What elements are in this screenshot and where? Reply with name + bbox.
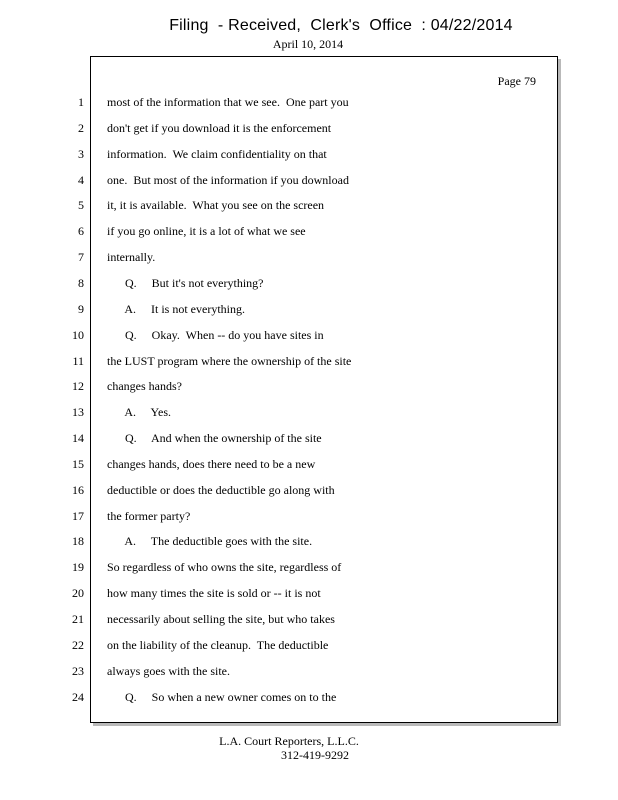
transcript-line-text: necessarily about selling the site, but who takes	[107, 612, 335, 626]
line-number: 12	[72, 379, 84, 393]
line-number: 8	[78, 276, 84, 290]
line-number: 7	[78, 250, 84, 264]
transcript-line-text: Q. But it's not everything?	[107, 276, 264, 290]
footer-company: L.A. Court Reporters, L.L.C.	[219, 734, 359, 748]
line-number: 1	[78, 95, 84, 109]
transcript-line-text: the LUST program where the ownership of the site	[107, 354, 352, 368]
transcript-line-text: the former party?	[107, 509, 191, 523]
line-number: 13	[72, 405, 84, 419]
filing-stamp: Filing - Received, Clerk's Office : 04/22/2014	[169, 17, 513, 34]
transcript-line-text: how many times the site is sold or -- it is not	[107, 586, 321, 600]
line-number: 10	[72, 328, 84, 342]
transcript-line-text: don't get if you download it is the enforcement	[107, 121, 332, 135]
line-number: 2	[78, 121, 84, 135]
footer-phone: 312-419-9292	[281, 748, 349, 762]
transcript-line-text: A. It is not everything.	[107, 302, 245, 316]
line-number: 15	[72, 457, 84, 471]
transcript-line-text: it, it is available. What you see on the screen	[107, 198, 325, 212]
line-number: 14	[72, 431, 84, 445]
line-number: 17	[72, 509, 84, 523]
line-number: 5	[78, 198, 84, 212]
transcript-line-text: changes hands?	[107, 379, 182, 393]
transcript-line-text: most of the information that we see. One part you	[107, 95, 349, 109]
line-number: 19	[72, 560, 84, 574]
line-number: 3	[78, 147, 84, 161]
transcript-line-text: internally.	[107, 250, 156, 264]
transcript-line-text: changes hands, does there need to be a new	[107, 457, 316, 471]
transcript-line-text: on the liability of the cleanup. The deductible	[107, 638, 329, 652]
transcript-line-text: Q. So when a new owner comes on to the	[107, 690, 337, 704]
line-number: 9	[78, 302, 84, 316]
transcript-line-text: A. Yes.	[107, 405, 172, 419]
transcript-line-text: if you go online, it is a lot of what we see	[107, 224, 306, 238]
transcript-line-text: information. We claim confidentiality on that	[107, 147, 327, 161]
line-number: 18	[72, 534, 84, 548]
page-number: Page 79	[497, 74, 536, 88]
line-number: 4	[78, 173, 84, 187]
line-number: 24	[72, 690, 84, 704]
transcript-line-text: deductible or does the deductible go along with	[107, 483, 335, 497]
transcript-line-text: always goes with the site.	[107, 664, 230, 678]
line-number: 20	[72, 586, 84, 600]
line-number: 16	[72, 483, 84, 497]
transcript-line-text: one. But most of the information if you download	[107, 173, 349, 187]
line-number: 6	[78, 224, 84, 238]
deposition-date: April 10, 2014	[272, 37, 344, 51]
line-number: 22	[72, 638, 84, 652]
transcript-line-text: A. The deductible goes with the site.	[107, 534, 313, 548]
transcript-line-text: Q. And when the ownership of the site	[107, 431, 322, 445]
line-number: 11	[72, 354, 84, 368]
line-number: 23	[72, 664, 84, 678]
transcript-line-text: Q. Okay. When -- do you have sites in	[107, 328, 324, 342]
transcript-line-text: So regardless of who owns the site, regardless of	[107, 560, 342, 574]
line-number: 21	[72, 612, 84, 626]
